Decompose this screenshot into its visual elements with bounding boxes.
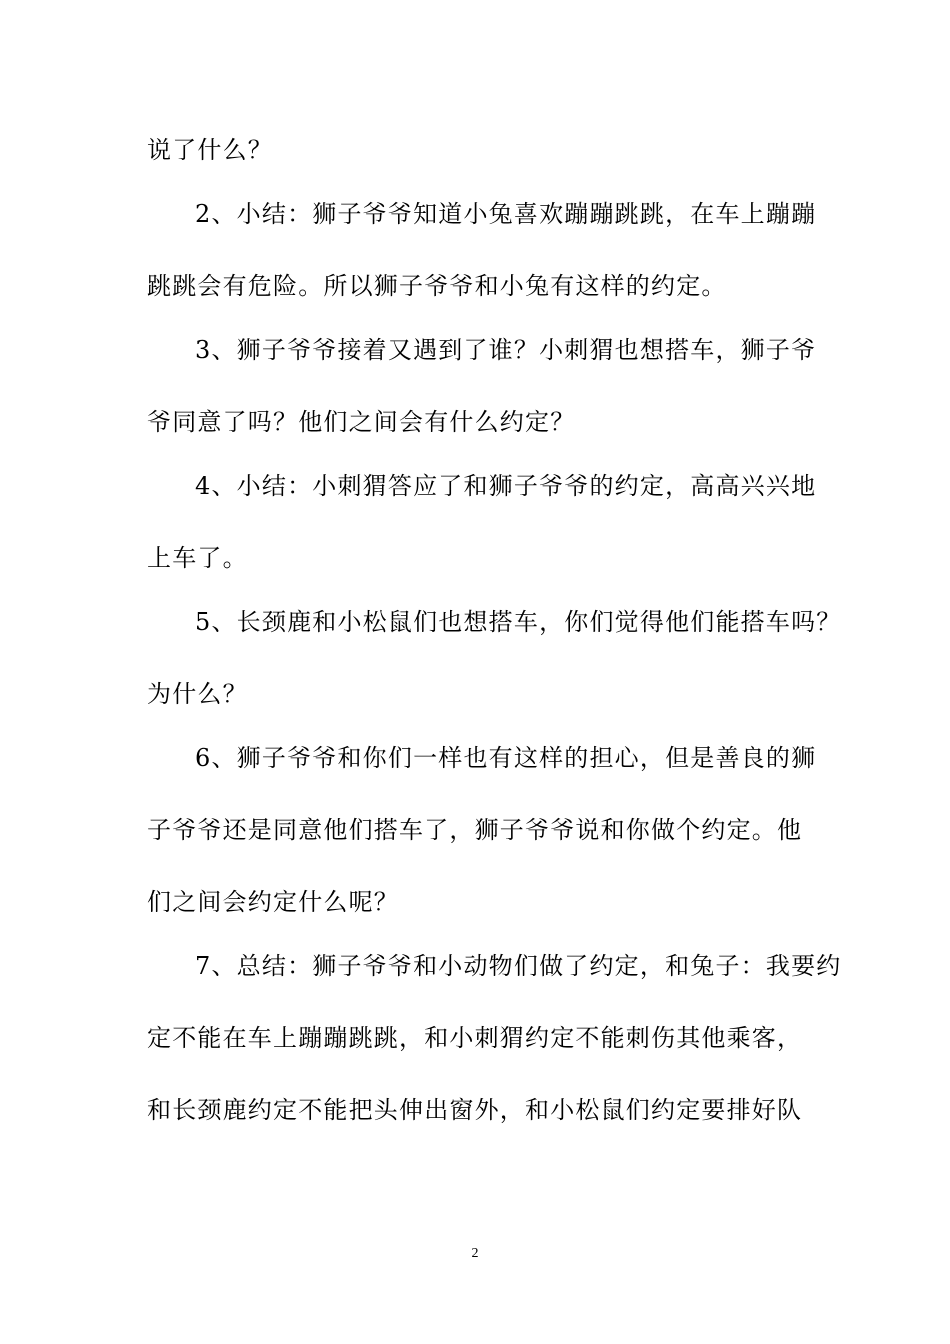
text-line: 5、长颈鹿和小松鼠们也想搭车，你们觉得他们能搭车吗？ [195,608,842,636]
text-line: 上车了。 [147,544,248,572]
text-line: 子爷爷还是同意他们搭车了，狮子爷爷说和你做个约定。他 [147,816,803,844]
text-line: 爷同意了吗？他们之间会有什么约定？ [147,408,576,436]
text-line: 7、总结：狮子爷爷和小动物们做了约定，和兔子：我要约 [195,952,842,980]
text-line: 4、小结：小刺猬答应了和狮子爷爷的约定，高高兴兴地 [195,472,817,500]
text-line: 2、小结：狮子爷爷知道小兔喜欢蹦蹦跳跳，在车上蹦蹦 [195,200,817,228]
text-line: 说了什么？ [147,136,273,164]
text-line: 3、狮子爷爷接着又遇到了谁？小刺猬也想搭车，狮子爷 [195,336,817,364]
text-line: 定不能在车上蹦蹦跳跳，和小刺猬约定不能刺伤其他乘客， [147,1024,803,1052]
text-line: 和长颈鹿约定不能把头伸出窗外，和小松鼠们约定要排好队 [147,1096,803,1124]
text-line: 为什么？ [147,680,248,708]
text-line: 跳跳会有危险。所以狮子爷爷和小兔有这样的约定。 [147,272,727,300]
page-number: 2 [471,1246,479,1261]
text-line: 们之间会约定什么呢？ [147,888,399,916]
text-line: 6、狮子爷爷和你们一样也有这样的担心，但是善良的狮 [195,744,817,772]
